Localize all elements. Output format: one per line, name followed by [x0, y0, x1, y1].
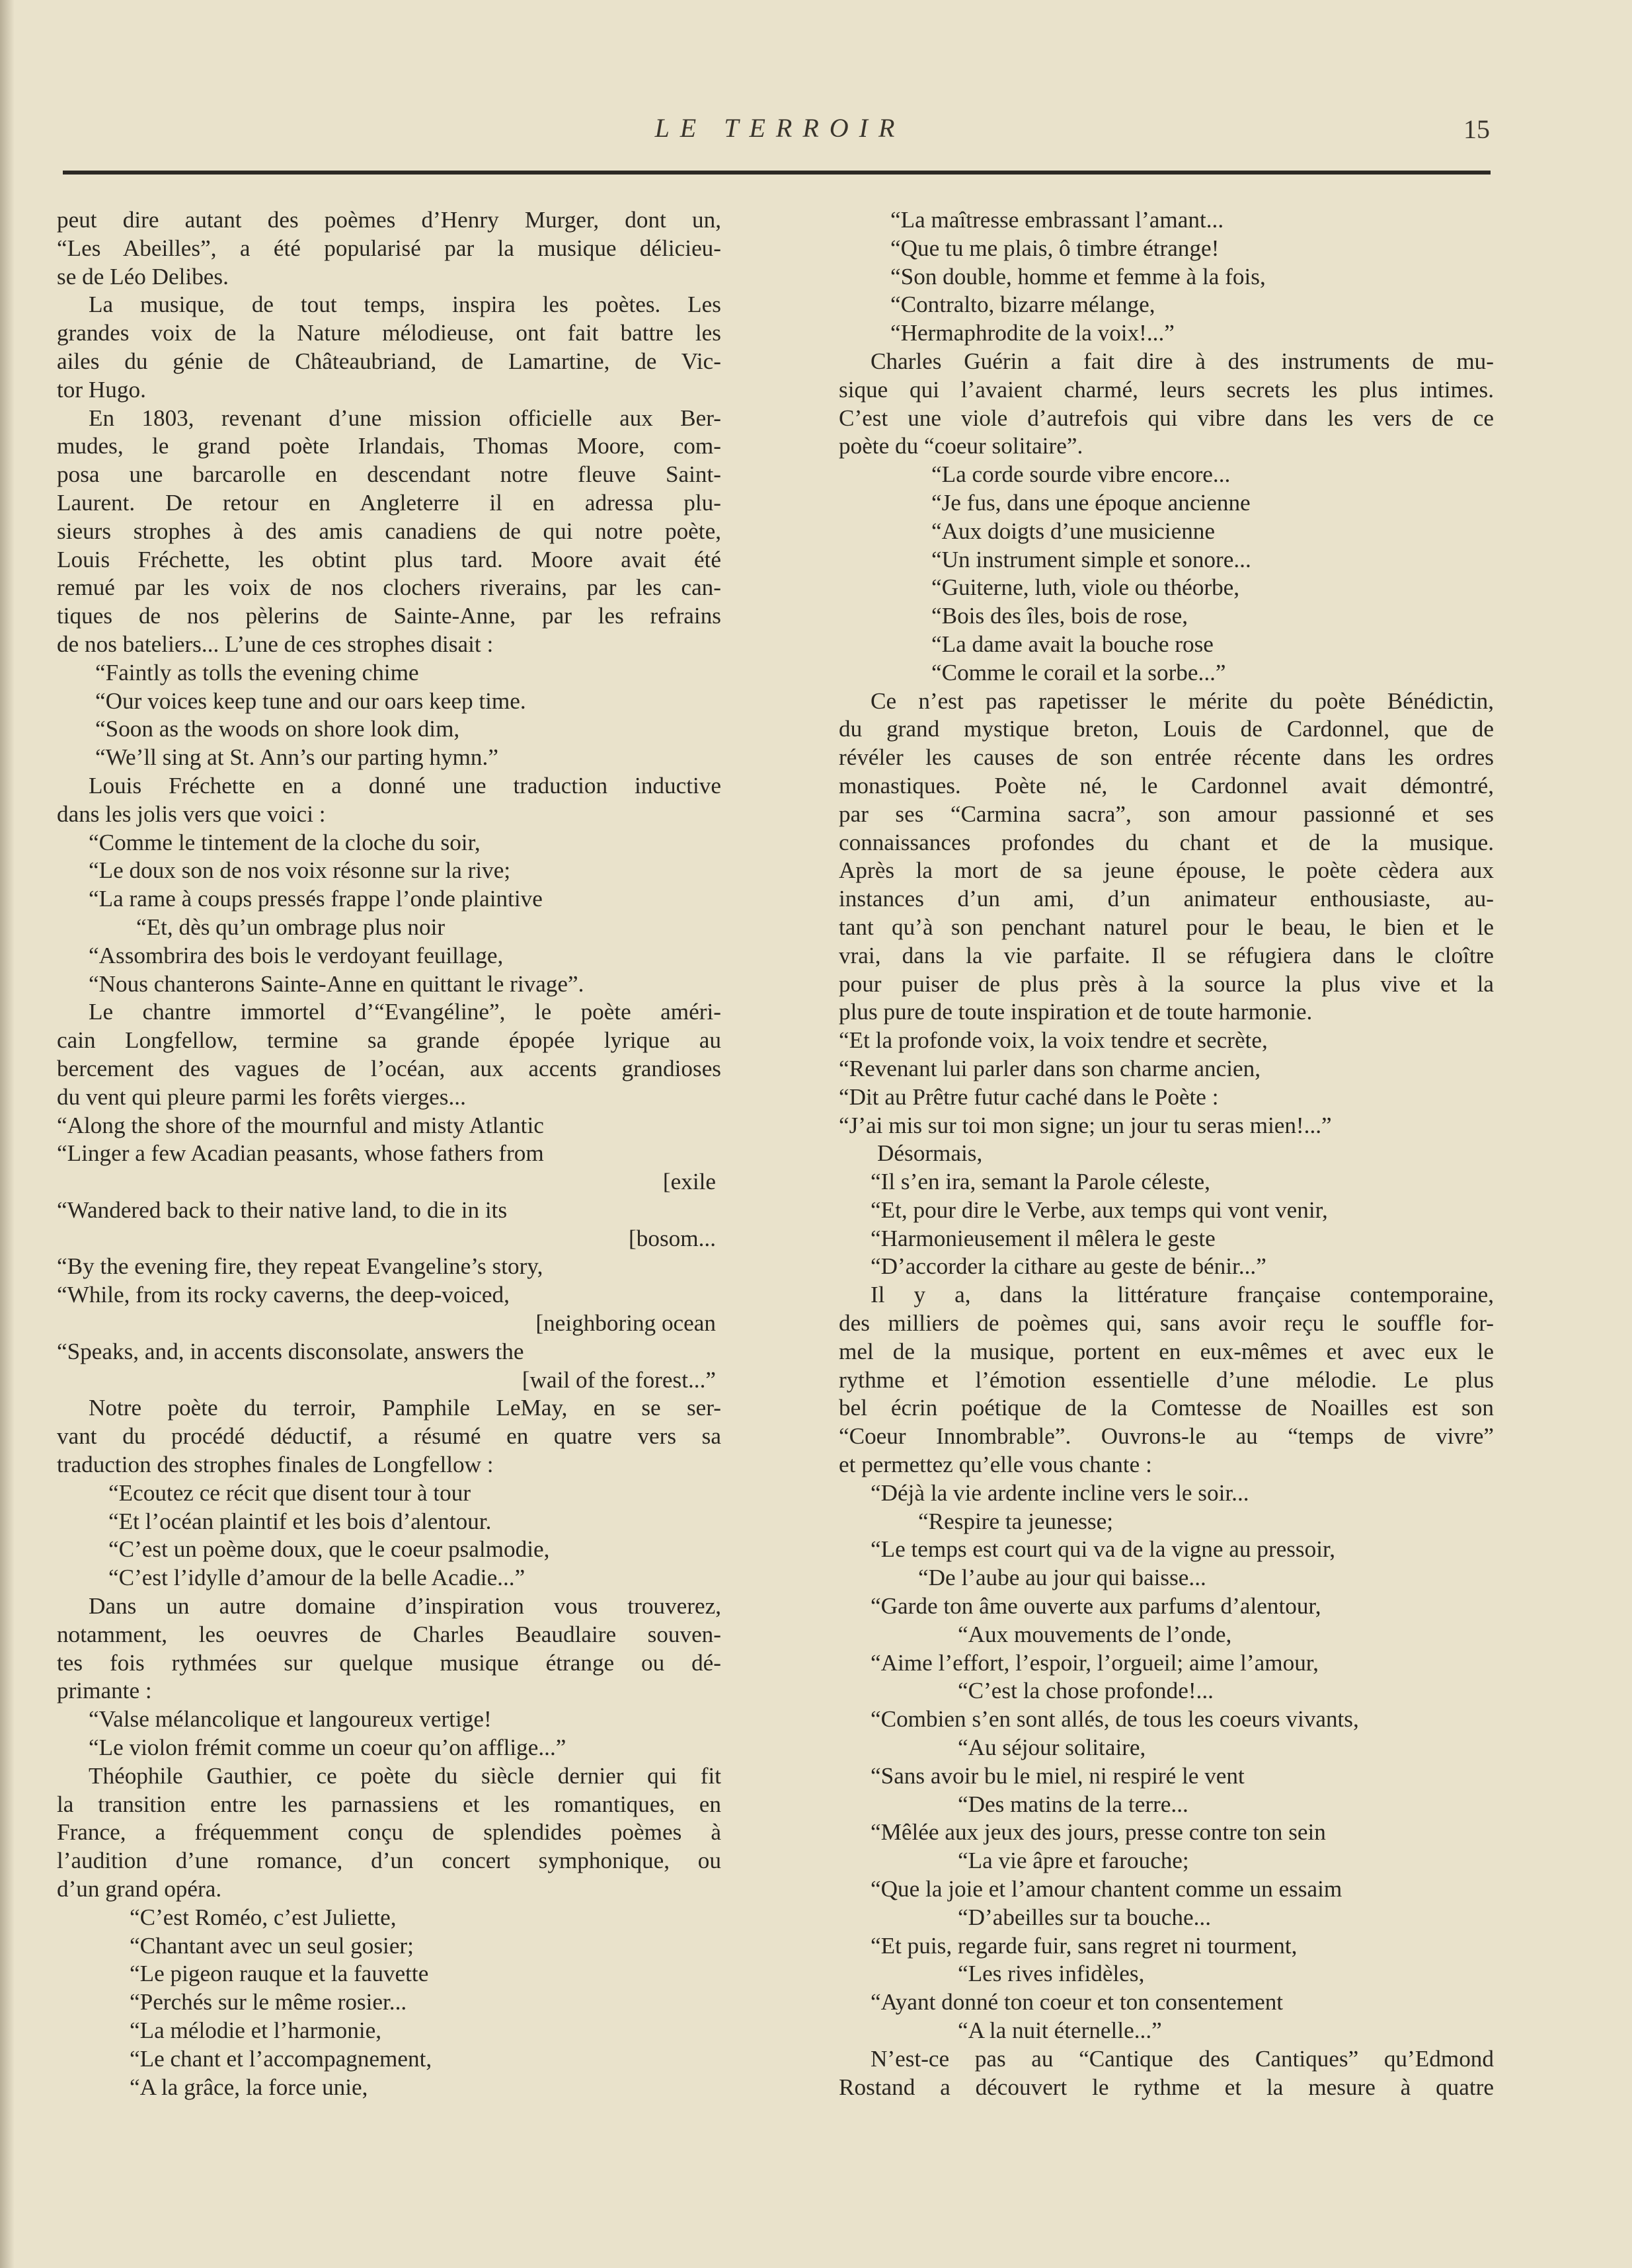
text-line: Désormais, — [877, 1140, 983, 1167]
text-line: cain Longfellow, termine sa grande épopée lyrique au — [57, 1027, 721, 1054]
text-line: Ce n’est pas rapetisser le mérite du poète Bénédictin, — [871, 687, 1494, 714]
text-line: du grand mystique breton, Louis de Cardonnel, que de — [839, 716, 1494, 742]
text-line: “Aux mouvements de l’onde, — [958, 1621, 1232, 1647]
text-line: et permettez qu’elle vous chante : — [839, 1452, 1152, 1478]
text-line: tes fois rythmées sur quelque musique étrange ou dé- — [57, 1649, 721, 1676]
text-line: posa une barcarolle en descendant notre fleuve Saint- — [57, 461, 721, 488]
text-line: Théophile Gauthier, ce poète du siècle dernier qui fit — [89, 1762, 721, 1789]
text-line: N’est-ce pas au “Cantique des Cantiques” qu’Edmond — [871, 2045, 1494, 2072]
text-line: sique qui l’avaient charmé, leurs secrets les plus intimes. — [839, 376, 1494, 403]
text-line: “Speaks, and, in accents disconsolate, answers the — [57, 1338, 524, 1364]
text-line: “Et l’océan plaintif et les bois d’alentour. — [108, 1508, 492, 1534]
text-line: vrai, dans la vie parfaite. Il se réfugiera dans le cloître — [839, 942, 1494, 968]
text-line: Rostand a découvert le rythme et la mesure à quatre — [839, 2074, 1494, 2100]
text-line: “Comme le corail et la sorbe...” — [931, 659, 1226, 685]
text-line: “Les rives infidèles, — [958, 1961, 1145, 1987]
text-line: “Hermaphrodite de la voix!...” — [890, 320, 1175, 346]
text-line: bel écrin poétique de la Comtesse de Noailles est son — [839, 1395, 1494, 1421]
text-line: France, a fréquemment conçu de splendides poèmes à — [57, 1819, 721, 1846]
text-line: des milliers de poèmes qui, sans avoir reçu le souffle for- — [839, 1310, 1494, 1337]
text-line: “Les Abeilles”, a été popularisé par la musique délicieu- — [57, 235, 721, 261]
text-line: “Harmonieusement il mêlera le geste — [871, 1225, 1216, 1251]
text-line: “Que la joie et l’amour chantent comme un essaim — [871, 1876, 1342, 1902]
text-line: “Bois des îles, bois de rose, — [931, 603, 1188, 629]
text-line: “Chantant avec un seul gosier; — [130, 1932, 414, 1959]
text-line: “C’est Roméo, c’est Juliette, — [130, 1904, 397, 1930]
text-line: connaissances profondes du chant et de la musique. — [839, 829, 1494, 855]
text-line: “Déjà la vie ardente incline vers le soir... — [871, 1479, 1249, 1506]
text-line: poète du “coeur solitaire”. — [839, 433, 1083, 459]
text-line: par ses “Carmina sacra”, son amour passionné et ses — [839, 801, 1494, 827]
text-line: “C’est un poème doux, que le coeur psalmodie, — [108, 1536, 550, 1563]
text-line: “La rame à coups pressés frappe l’onde plaintive — [89, 886, 543, 912]
text-line: rythme et l’émotion essentielle d’une mélodie. Le plus — [839, 1366, 1494, 1393]
text-line: “Des matins de la terre... — [958, 1791, 1188, 1817]
text-line: “Linger a few Acadian peasants, whose fathers from — [57, 1140, 544, 1167]
text-line: “Contralto, bizarre mélange, — [890, 292, 1155, 318]
text-line: “Revenant lui parler dans son charme ancien, — [839, 1055, 1261, 1081]
text-line: bercement des vagues de l’océan, aux accents grandioses — [57, 1055, 721, 1081]
text-line: du vent qui pleure parmi les forêts vierges... — [57, 1083, 466, 1110]
text-line: [exile — [662, 1169, 716, 1195]
text-line: “Comme le tintement de la cloche du soir, — [89, 829, 481, 855]
text-line: “Le doux son de nos voix résonne sur la rive; — [89, 857, 511, 884]
text-line: Dans un autre domaine d’inspiration vous trouverez, — [89, 1593, 721, 1620]
text-line: “Et puis, regarde fuir, sans regret ni tourment, — [871, 1932, 1298, 1959]
text-line: peut dire autant des poèmes d’Henry Murger, dont un, — [57, 207, 721, 233]
text-line: sieurs strophes à des amis canadiens de qui notre poète, — [57, 518, 721, 544]
text-line: “Ayant donné ton coeur et ton consentement — [871, 1989, 1284, 2015]
text-line: ailes du génie de Châteaubriand, de Lamartine, de Vic- — [57, 348, 721, 374]
text-line: traduction des strophes finales de Longfellow : — [57, 1452, 494, 1478]
text-line: Charles Guérin a fait dire à des instruments de mu- — [871, 348, 1494, 374]
text-line: se de Léo Delibes. — [57, 263, 229, 290]
text-line: “De l’aube au jour qui baisse... — [918, 1565, 1206, 1591]
text-line: “Le temps est court qui va de la vigne au pressoir, — [871, 1536, 1336, 1563]
text-line: “Assombrira des bois le verdoyant feuillage, — [89, 942, 504, 968]
text-line: “Wandered back to their native land, to die in its — [57, 1196, 508, 1223]
text-line: d’un grand opéra. — [57, 1876, 222, 1902]
text-line: “Combien s’en sont allés, de tous les coeurs vivants, — [871, 1706, 1359, 1733]
text-line: mel de la musique, portent en eux-mêmes et avec eux le — [839, 1338, 1494, 1364]
text-line: “Aux doigts d’une musicienne — [931, 518, 1216, 544]
text-line: notamment, les oeuvres de Charles Beaudlaire souven- — [57, 1621, 721, 1647]
text-line: “Que tu me plais, ô timbre étrange! — [890, 235, 1220, 261]
text-line: “Le pigeon rauque et la fauvette — [130, 1961, 429, 1987]
text-line: La musique, de tout temps, inspira les poètes. Les — [89, 292, 721, 318]
text-line: C’est une viole d’autrefois qui vibre dans les vers de ce — [839, 405, 1494, 431]
text-line: tiques de nos pèlerins de Sainte-Anne, par les refrains — [57, 603, 721, 629]
text-line: “A la grâce, la force unie, — [130, 2074, 368, 2100]
text-line: “Au séjour solitaire, — [958, 1735, 1146, 1761]
text-line: Le chantre immortel d’“Evangéline”, le poète améri- — [89, 999, 721, 1025]
text-line: En 1803, revenant d’une mission officielle aux Ber- — [89, 405, 721, 431]
text-line: “Perchés sur le même rosier... — [130, 1989, 407, 2015]
text-line: “Un instrument simple et sonore... — [931, 546, 1251, 572]
text-line: Il y a, dans la littérature française contemporaine, — [871, 1282, 1494, 1308]
page-spine-shadow — [0, 0, 15, 2268]
text-line: “Respire ta jeunesse; — [918, 1508, 1114, 1534]
text-line: “Ecoutez ce récit que disent tour à tour — [108, 1479, 471, 1506]
text-line: Après la mort de sa jeune épouse, le poète cèdera aux — [839, 857, 1494, 884]
text-line: “Et, pour dire le Verbe, aux temps qui vont venir, — [871, 1196, 1328, 1223]
text-line: “Our voices keep tune and our oars keep time. — [95, 687, 526, 714]
text-line: pour puiser de plus près à la source la plus vive et la — [839, 970, 1494, 997]
text-line: “Je fus, dans une époque ancienne — [931, 489, 1251, 516]
text-line: “A la nuit éternelle...” — [958, 2017, 1162, 2043]
text-line: “Dit au Prêtre futur caché dans le Poète : — [839, 1083, 1219, 1110]
page-number: 15 — [1463, 114, 1490, 144]
text-line: “Along the shore of the mournful and misty Atlantic — [57, 1112, 544, 1138]
text-line: “Et la profonde voix, la voix tendre et secrète, — [839, 1027, 1268, 1054]
text-line: dans les jolis vers que voici : — [57, 801, 326, 827]
text-line: “Nous chanterons Sainte-Anne en quittant le rivage”. — [89, 970, 584, 997]
text-line: “D’abeilles sur ta bouche... — [958, 1904, 1212, 1930]
text-line: “Garde ton âme ouverte aux parfums d’alentour, — [871, 1593, 1321, 1620]
text-line: “La maîtresse embrassant l’amant... — [890, 207, 1224, 233]
text-line: [wail of the forest...” — [522, 1366, 716, 1393]
text-line: “La corde sourde vibre encore... — [931, 461, 1231, 488]
text-line: vant du procédé déductif, a résumé en quatre vers sa — [57, 1423, 721, 1450]
text-line: “Coeur Innombrable”. Ouvrons-le au “temps de vivre” — [839, 1423, 1494, 1450]
text-line: “Valse mélancolique et langoureux vertige! — [89, 1706, 492, 1733]
text-line: tant qu’à son penchant naturel pour le beau, le bien et le — [839, 914, 1494, 940]
text-line: “C’est l’idylle d’amour de la belle Acadie...” — [108, 1565, 525, 1591]
text-line: [neighboring ocean — [535, 1310, 716, 1337]
text-line: “Aime l’effort, l’espoir, l’orgueil; aime l’amour, — [871, 1649, 1319, 1676]
text-line: “While, from its rocky caverns, the deep-voiced, — [57, 1282, 510, 1308]
text-line: monastiques. Poète né, le Cardonnel avait démontré, — [839, 772, 1494, 799]
text-line: grandes voix de la Nature mélodieuse, ont fait battre les — [57, 320, 721, 346]
text-line: “J’ai mis sur toi mon signe; un jour tu seras mien!...” — [839, 1112, 1332, 1138]
text-line: “La mélodie et l’harmonie, — [130, 2017, 382, 2043]
text-line: “Mêlée aux jeux des jours, presse contre ton sein — [871, 1819, 1326, 1846]
text-line: “Sans avoir bu le miel, ni respiré le vent — [871, 1762, 1245, 1789]
text-line: Notre poète du terroir, Pamphile LeMay, en se ser- — [89, 1395, 721, 1421]
text-line: remué par les voix de nos clochers riverains, par les can- — [57, 574, 721, 601]
text-line: “D’accorder la cithare au geste de bénir...” — [871, 1253, 1266, 1280]
text-line: “Et, dès qu’un ombrage plus noir — [136, 914, 446, 940]
text-line: “C’est la chose profonde!... — [958, 1678, 1214, 1704]
text-line: “Soon as the woods on shore look dim, — [95, 716, 460, 742]
text-line: Louis Fréchette en a donné une traduction inductive — [89, 772, 721, 799]
text-line: “Faintly as tolls the evening chime — [95, 659, 419, 685]
text-line: tor Hugo. — [57, 376, 146, 403]
text-line: [bosom... — [629, 1225, 716, 1251]
text-line: “By the evening fire, they repeat Evangeline’s story, — [57, 1253, 543, 1280]
text-line: mudes, le grand poète Irlandais, Thomas Moore, com- — [57, 433, 721, 459]
text-line: “La dame avait la bouche rose — [931, 631, 1214, 657]
text-line: “We’ll sing at St. Ann’s our parting hymn.” — [95, 744, 498, 771]
left-text-column — [57, 206, 721, 2101]
text-line: de nos bateliers... L’une de ces strophes disait : — [57, 631, 494, 657]
text-line: “Il s’en ira, semant la Parole céleste, — [871, 1169, 1210, 1195]
text-line: “Son double, homme et femme à la fois, — [890, 263, 1266, 290]
running-title: LE TERROIR — [654, 113, 906, 143]
text-line: “Le chant et l’accompagnement, — [130, 2045, 432, 2072]
text-line: “La vie âpre et farouche; — [958, 1848, 1189, 1874]
text-line: plus pure de toute inspiration et de toute harmonie. — [839, 999, 1313, 1025]
right-text-column — [839, 206, 1494, 2101]
text-line: “Guiterne, luth, viole ou théorbe, — [931, 574, 1240, 601]
header-rule — [63, 171, 1491, 175]
text-line: “Le violon frémit comme un coeur qu’on afflige...” — [89, 1735, 566, 1761]
text-line: la transition entre les parnassiens et les romantiques, en — [57, 1791, 721, 1817]
text-line: instances d’un ami, d’un animateur enthousiaste, au- — [839, 886, 1494, 912]
text-line: Louis Fréchette, les obtint plus tard. Moore avait été — [57, 546, 721, 572]
text-line: primante : — [57, 1678, 152, 1704]
text-line: l’audition d’une romance, d’un concert symphonique, ou — [57, 1848, 721, 1874]
text-line: Laurent. De retour en Angleterre il en adressa plu- — [57, 489, 721, 516]
text-line: révéler les causes de son entrée récente dans les ordres — [839, 744, 1494, 771]
